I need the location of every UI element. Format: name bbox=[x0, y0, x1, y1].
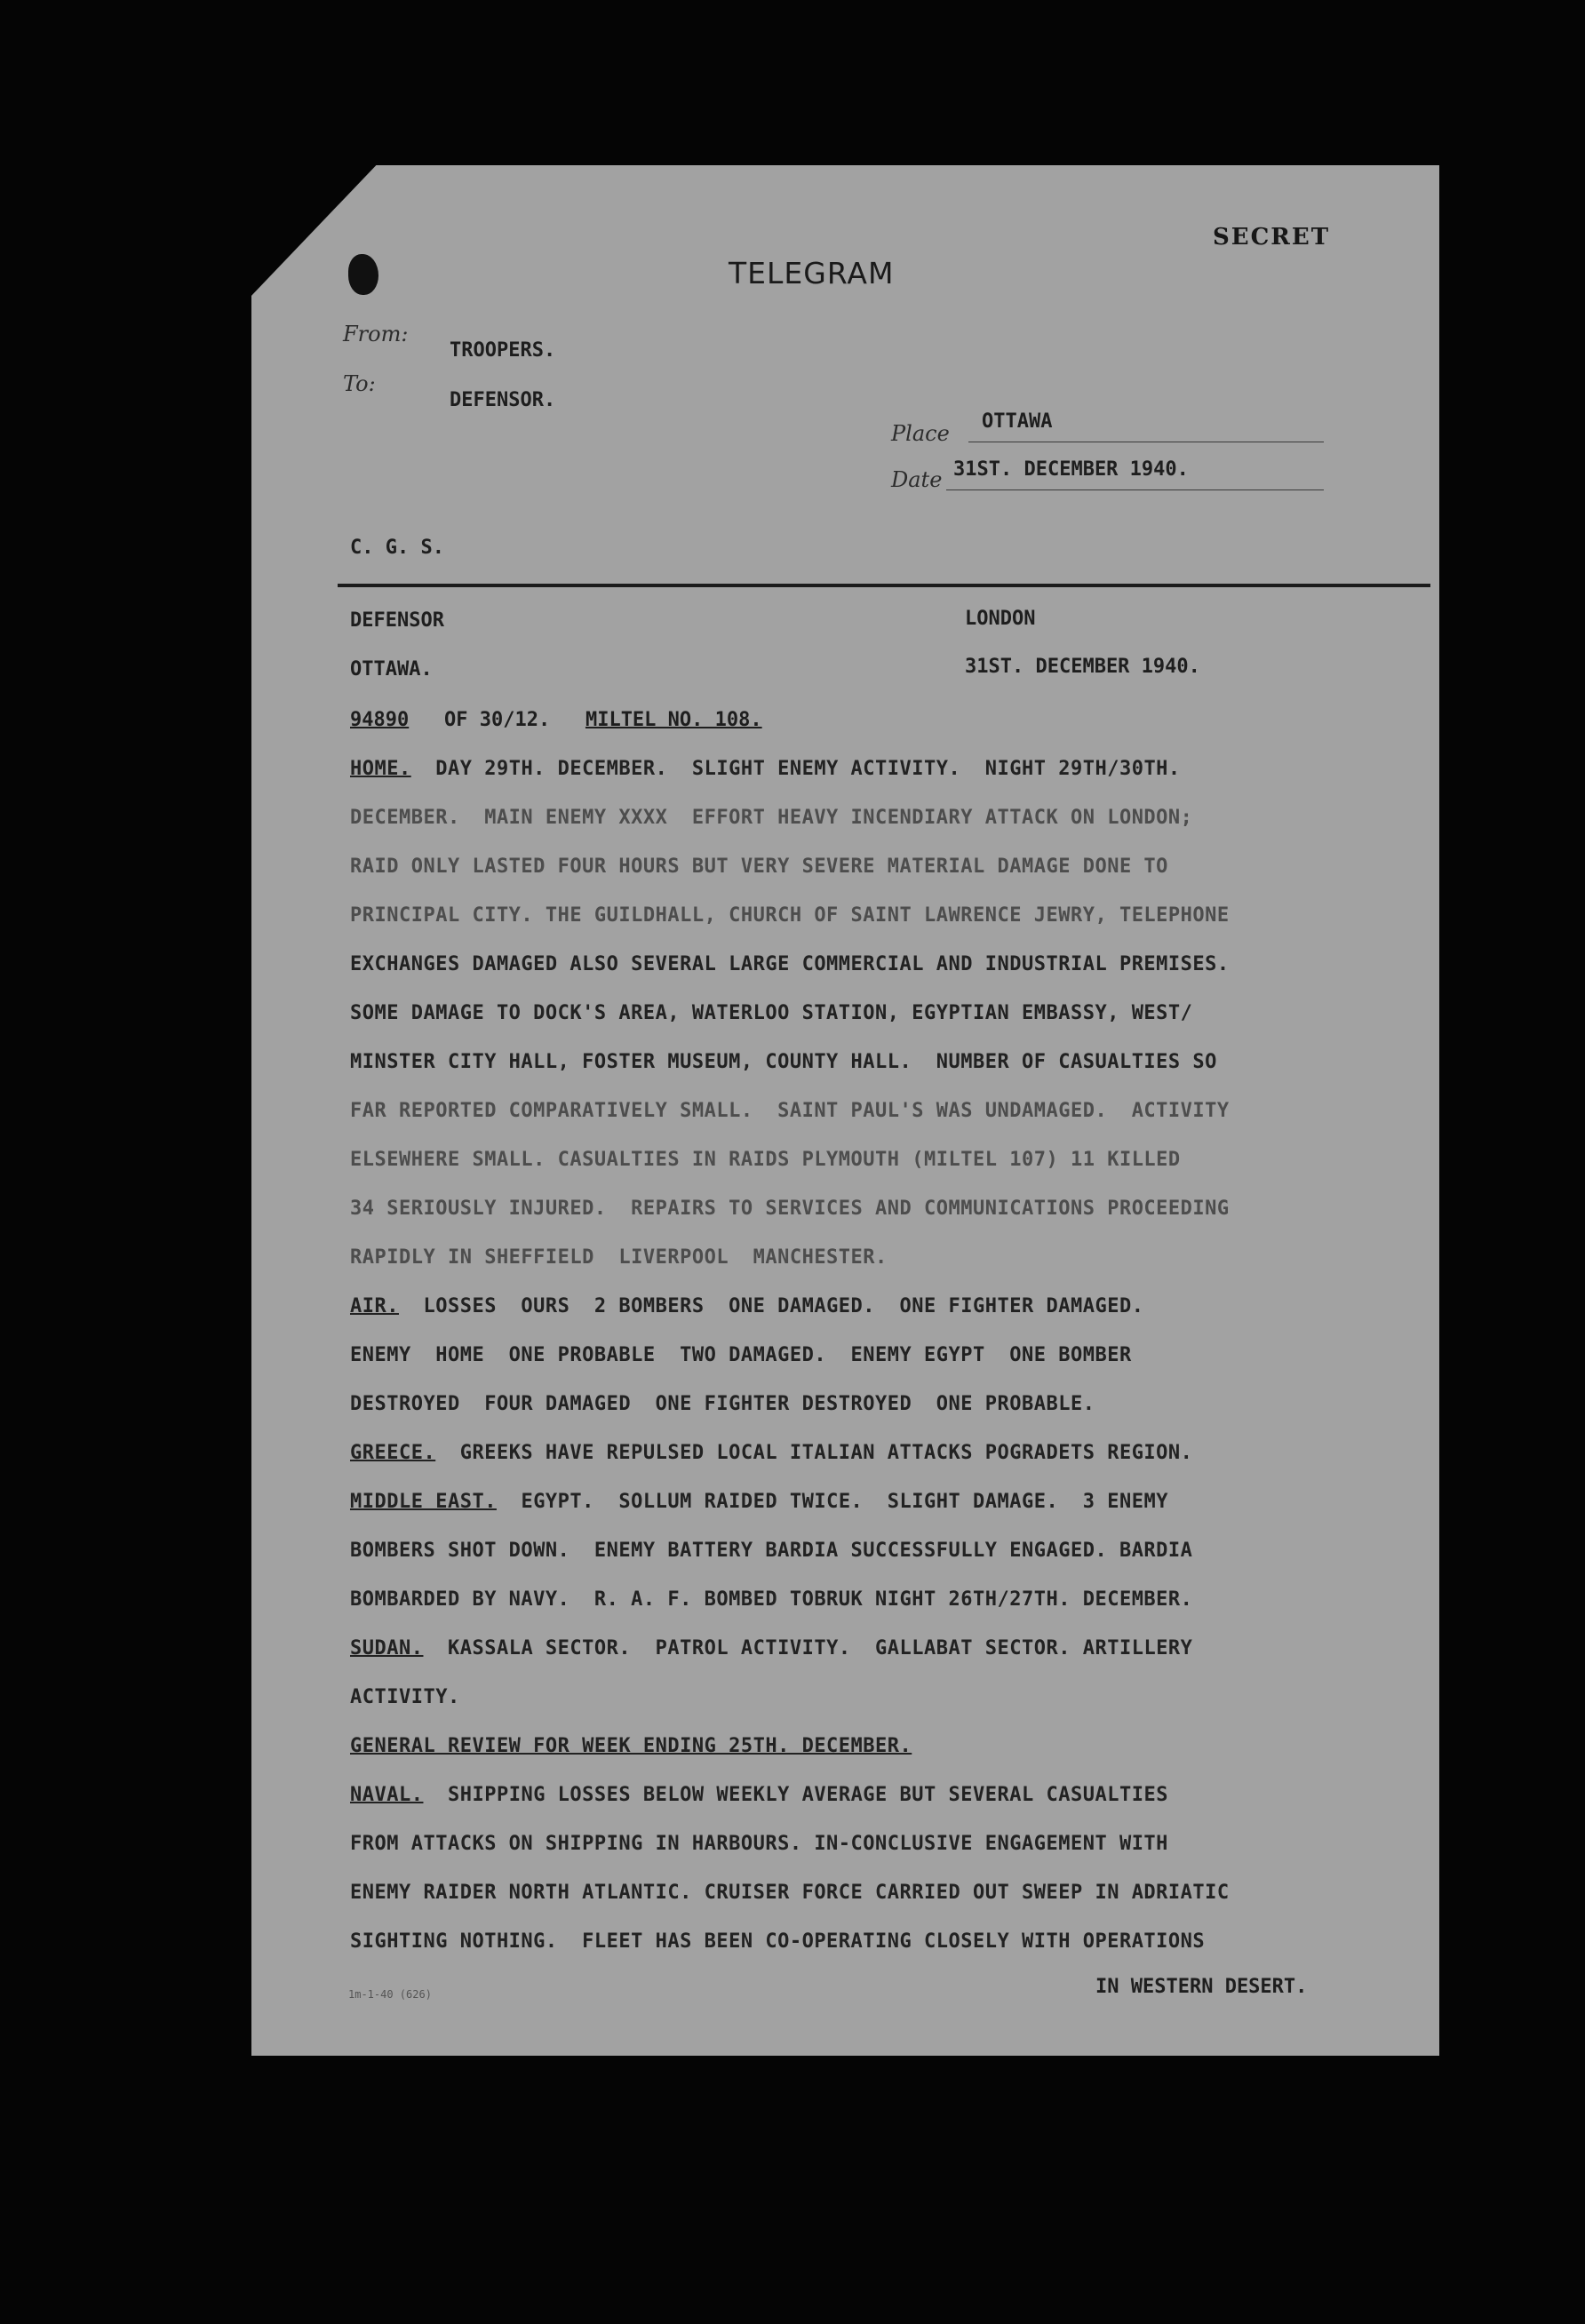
body-line: NAVAL. SHIPPING LOSSES BELOW WEEKLY AVERAGE BUT SEVERAL CASUALTIES bbox=[350, 1784, 1168, 1806]
reference-of: OF 30/12. bbox=[443, 709, 551, 731]
body-line: RAPIDLY IN SHEFFIELD LIVERPOOL MANCHESTER. bbox=[350, 1246, 888, 1269]
from-value: TROOPERS. bbox=[450, 339, 556, 362]
document-title: TELEGRAM bbox=[729, 256, 895, 290]
body-line: RAID ONLY LASTED FOUR HOURS BUT VERY SEVERE MATERIAL DAMAGE DONE TO bbox=[350, 856, 1168, 878]
body-line: GREECE. GREEKS HAVE REPULSED LOCAL ITALIAN ATTACKS POGRADETS REGION. bbox=[350, 1442, 1193, 1464]
ink-blot bbox=[348, 254, 378, 295]
address-origin: LONDON bbox=[965, 608, 1036, 630]
body-line: ENEMY HOME ONE PROBABLE TWO DAMAGED. ENEMY EGYPT ONE BOMBER bbox=[350, 1344, 1132, 1366]
address-origin-date: 31ST. DECEMBER 1940. bbox=[965, 656, 1200, 678]
place-label: Place bbox=[891, 421, 950, 446]
date-value: 31ST. DECEMBER 1940. bbox=[953, 458, 1189, 481]
body-line: 34 SERIOUSLY INJURED. REPAIRS TO SERVICES AND COMMUNICATIONS PROCEEDING bbox=[350, 1198, 1230, 1220]
from-label: From: bbox=[343, 322, 409, 346]
body-line: HOME. DAY 29TH. DECEMBER. SLIGHT ENEMY ACTIVITY. NIGHT 29TH/30TH. bbox=[350, 758, 1181, 780]
body-line: FAR REPORTED COMPARATIVELY SMALL. SAINT PAUL'S WAS UNDAMAGED. ACTIVITY bbox=[350, 1100, 1230, 1122]
body-line: SIGHTING NOTHING. FLEET HAS BEEN CO-OPERATING CLOSELY WITH OPERATIONS bbox=[350, 1930, 1206, 1953]
address-to-city: OTTAWA. bbox=[350, 658, 433, 680]
body-line: SUDAN. KASSALA SECTOR. PATROL ACTIVITY. GALLABAT SECTOR. ARTILLERY bbox=[350, 1637, 1193, 1659]
address-to-name: DEFENSOR bbox=[350, 609, 444, 632]
body-line: AIR. LOSSES OURS 2 BOMBERS ONE DAMAGED. ONE FIGHTER DAMAGED. bbox=[350, 1295, 1144, 1317]
body-line: SOME DAMAGE TO DOCK'S AREA, WATERLOO STATION, EGYPTIAN EMBASSY, WEST/ bbox=[350, 1002, 1193, 1024]
body-line: DESTROYED FOUR DAMAGED ONE FIGHTER DESTROYED ONE PROBABLE. bbox=[350, 1393, 1095, 1415]
reference-miltel: MILTEL NO. 108. bbox=[585, 709, 762, 731]
reference-number: 94890 bbox=[350, 709, 410, 731]
body-line: FROM ATTACKS ON SHIPPING IN HARBOURS. IN-CONCLUSIVE ENGAGEMENT WITH bbox=[350, 1833, 1168, 1855]
to-value: DEFENSOR. bbox=[450, 389, 556, 411]
date-label: Date bbox=[891, 467, 943, 492]
body-line: BOMBERS SHOT DOWN. ENEMY BATTERY BARDIA SUCCESSFULLY ENGAGED. BARDIA bbox=[350, 1540, 1193, 1562]
date-rule bbox=[946, 489, 1324, 490]
body-line: MINSTER CITY HALL, FOSTER MUSEUM, COUNTY HALL. NUMBER OF CASUALTIES SO bbox=[350, 1051, 1217, 1073]
closing-line: IN WESTERN DESERT. bbox=[1095, 1976, 1308, 1998]
place-value: OTTAWA bbox=[982, 410, 1053, 433]
body-line: BOMBARDED BY NAVY. R. A. F. BOMBED TOBRUK NIGHT 26TH/27TH. DECEMBER. bbox=[350, 1588, 1193, 1611]
body-line: ACTIVITY. bbox=[350, 1686, 460, 1708]
classification-stamp: SECRET bbox=[1213, 224, 1331, 251]
body-line: PRINCIPAL CITY. THE GUILDHALL, CHURCH OF SAINT LAWRENCE JEWRY, TELEPHONE bbox=[350, 904, 1230, 927]
body-line: EXCHANGES DAMAGED ALSO SEVERAL LARGE COMMERCIAL AND INDUSTRIAL PREMISES. bbox=[350, 953, 1230, 975]
body-line: MIDDLE EAST. EGYPT. SOLLUM RAIDED TWICE. SLIGHT DAMAGE. 3 ENEMY bbox=[350, 1491, 1168, 1513]
body-line: ENEMY RAIDER NORTH ATLANTIC. CRUISER FORCE CARRIED OUT SWEEP IN ADRIATIC bbox=[350, 1882, 1230, 1904]
form-number: 1m-1-40 (626) bbox=[348, 1988, 432, 2001]
reference-line bbox=[350, 709, 762, 731]
cgs-line: C. G. S. bbox=[350, 537, 444, 559]
body-line: GENERAL REVIEW FOR WEEK ENDING 25TH. DECEMBER. bbox=[350, 1735, 912, 1757]
body-line: DECEMBER. MAIN ENEMY XXXX EFFORT HEAVY INCENDIARY ATTACK ON LONDON; bbox=[350, 807, 1193, 829]
body-line: ELSEWHERE SMALL. CASUALTIES IN RAIDS PLYMOUTH (MILTEL 107) 11 KILLED bbox=[350, 1149, 1181, 1171]
header-divider bbox=[338, 584, 1430, 587]
to-label: To: bbox=[343, 371, 376, 396]
